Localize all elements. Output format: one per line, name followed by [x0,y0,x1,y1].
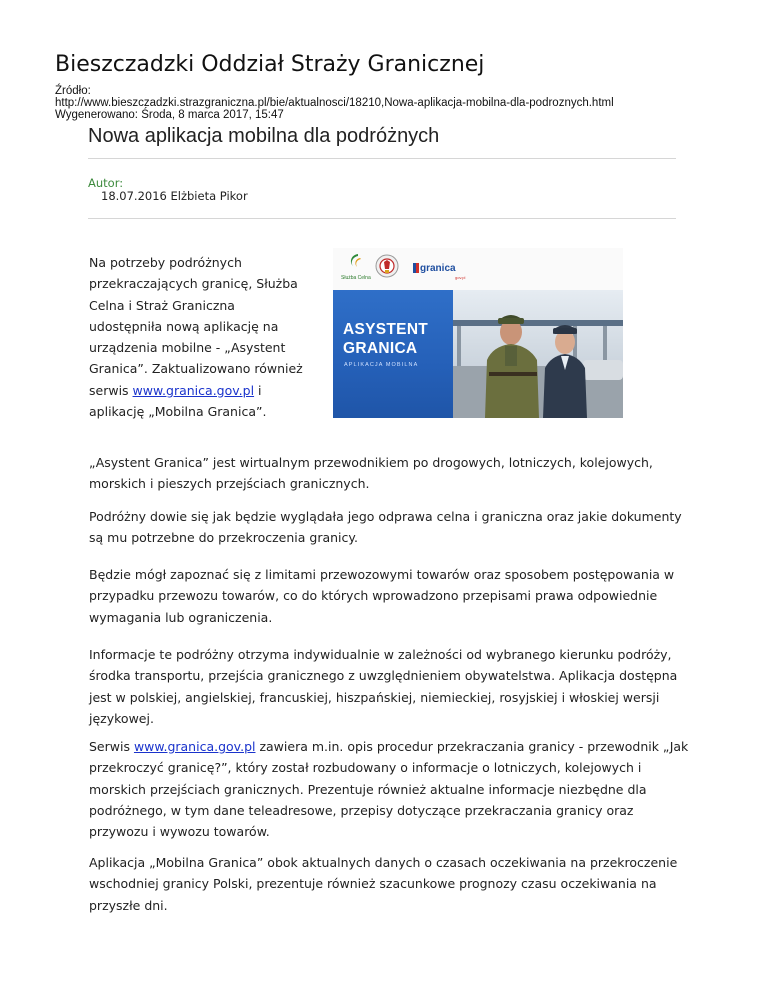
article-image [333,248,623,418]
granica-link[interactable]: www.granica.gov.pl [133,739,256,754]
article-paragraph: Informacje te podróżny otrzyma indywidualnie w zależności od wybranego kierunku podróży, środka transportu, przejścia granicznego z uwzględnieniem obywatelstwa. Aplikacja dostępna jest w polskiej, angielskiej, francuskiej, hiszpańskiej, niemieckiej, rosyjskiej i włoskiej wersji językowej. [89,647,678,726]
banner-title-line2: GRANICA [343,340,418,357]
article-paragraph: Będzie mógł zapoznać się z limitami przewozowymi towarów oraz sposobem postępowania w przypadku przewozu towarów, co do których wprowadzono przepisami prawa odpowiednie wymagania lub ograniczenia. [89,567,675,625]
author-date-line: 18.07.2016 Elżbieta Pikor [101,189,248,203]
banner-title-line1: ASYSTENT [343,321,429,338]
article-paragraph: Aplikacja „Mobilna Granica” obok aktualnych danych o czasach oczekiwania na przekroczenie wschodniej granicy Polski, prezentuje również szacunkowe prognozy czasu oczekiwania na przyszłe dni. [89,855,678,913]
banner-title [343,320,428,358]
officers-photo [453,290,623,418]
customs-logo-text: Służba Celna [341,275,371,281]
article-paragraph [89,736,689,842]
author-label: Autor: [88,176,124,190]
source-url: http://www.bieszczadzki.strazgraniczna.pl/bie/aktualnosci/18210,Nowa-aplikacja-mobilna-dla-podroznych.html [55,97,614,109]
document-meta [55,85,614,121]
granica-flag-icon [413,263,419,273]
article-paragraph: „Asystent Granica” jest wirtualnym przewodnikiem po drogowych, lotniczych, kolejowych, morskich i pieszych przejściach granicznych. [89,455,653,492]
author-divider [88,218,676,219]
paragraph-text-end: zawiera m.in. opis procedur przekraczania granicy - przewodnik „Jak przekroczyć granicę?”, który został rozbudowany o informacje o lotniczych, kolejowych i morskich przejściach granicznych. Prezentuje również aktualne informacje niezbędne dla podróżnego, w tym dane teleadresowe, przepisy dotyczące przekraczania granicy oraz przywozu i wywozu towarów. [89,739,689,840]
site-title: Bieszczadzki Oddział Straży Granicznej [55,52,485,77]
granica-link[interactable]: www.granica.gov.pl [132,382,255,398]
source-label: Źródło: [55,85,91,97]
granica-logo-text: granica [420,263,456,274]
banner-subtitle: APLIKACJA MOBILNA [344,362,419,368]
article-title: Nowa aplikacja mobilna dla podróżnych [88,125,440,147]
border-guard-emblem-icon [373,250,401,284]
intro-paragraph [89,252,309,422]
generated-timestamp: Wygenerowano: Środa, 8 marca 2017, 15:47 [55,109,284,121]
article-paragraph: Podróżny dowie się jak będzie wyglądała jego odprawa celna i graniczna oraz jakie dokumenty są mu potrzebne do przekroczenia granicy. [89,509,682,546]
paragraph-text: Serwis [89,739,134,754]
granica-logo-subtext: gov.pl [455,275,466,280]
intro-text-end: i aplikację „Mobilna Granica”. [89,382,267,420]
title-divider [88,158,676,159]
intro-text: Na potrzeby podróżnych przekraczających granicę, Służba Celna i Straż Graniczna udostępniła nową aplikację na urządzenia mobilne - „Asystent Granica”. Zaktualizowano również serwis [89,255,303,398]
